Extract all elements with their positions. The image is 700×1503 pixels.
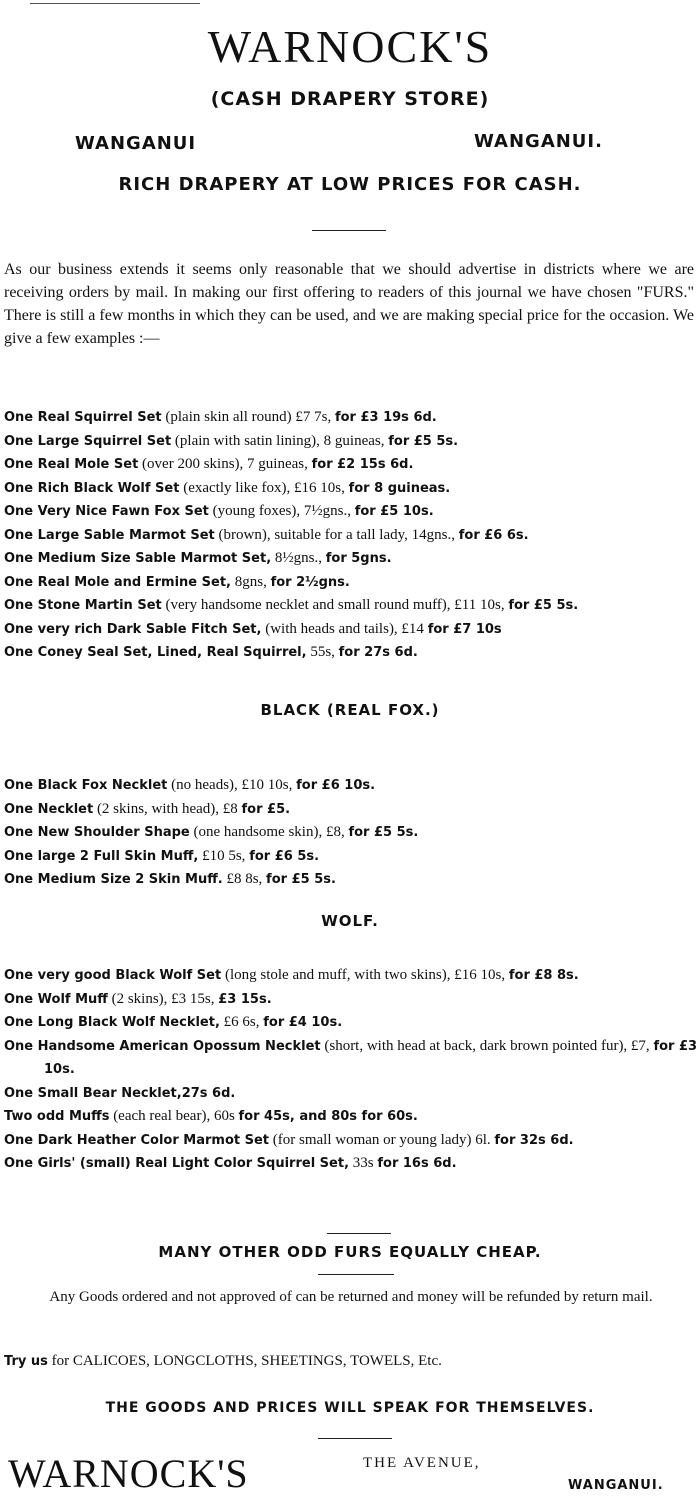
item-description: 55s, xyxy=(306,644,339,660)
section-rule xyxy=(327,1233,391,1234)
location-right: WANGANUI. xyxy=(474,131,603,152)
section-heading-fox: BLACK (REAL FOX.) xyxy=(260,701,440,719)
item-name: One Very Nice Fawn Fox Set xyxy=(4,504,209,519)
list-item xyxy=(4,524,698,548)
item-description: 33s xyxy=(349,1155,378,1171)
list-item xyxy=(4,1152,698,1176)
footer-city: WANGANUI. xyxy=(568,1478,664,1493)
item-price: for 2½gns. xyxy=(270,574,350,590)
item-name: One Wolf Muff xyxy=(4,991,108,1007)
item-name: Two odd Muffs xyxy=(4,1109,110,1124)
location-left: WANGANUI xyxy=(75,133,197,154)
list-item xyxy=(4,430,698,454)
item-description: (each real bear), 60s xyxy=(109,1108,239,1124)
item-price: for 16s 6d. xyxy=(377,1156,457,1171)
item-description: (2 skins), £3 15s, xyxy=(107,990,219,1007)
item-price: for £2 15s 6d. xyxy=(311,457,414,472)
store-title: WARNOCK'S xyxy=(207,21,493,72)
list-item xyxy=(4,500,698,524)
item-name: One Medium Size Sable Marmot Set, xyxy=(4,551,272,566)
item-price: for £7 10s xyxy=(427,621,502,637)
item-price: for £5 10s. xyxy=(354,504,434,519)
item-price: for £3 10s. xyxy=(44,1038,698,1077)
item-name: One Long Black Wolf Necklet, xyxy=(4,1015,220,1030)
item-description: (plain with satin lining), 8 guineas, xyxy=(171,432,389,449)
list-item xyxy=(4,1011,698,1035)
try-us-line xyxy=(4,1353,698,1370)
item-price: 27s 6d. xyxy=(181,1085,236,1101)
item-description: (plain skin all round) £7 7s, xyxy=(161,409,335,425)
item-description: £6 6s, xyxy=(219,1014,264,1030)
item-name: One very rich Dark Sable Fitch Set, xyxy=(4,621,262,637)
item-price: for £3 19s 6d. xyxy=(334,410,437,425)
item-name: One Small Bear Necklet, xyxy=(4,1085,182,1101)
item-price: £3 15s. xyxy=(218,991,272,1007)
item-name: One Black Fox Necklet xyxy=(4,778,168,793)
list-item xyxy=(4,641,698,665)
list-item xyxy=(4,453,698,477)
item-name: One large 2 Full Skin Muff, xyxy=(4,848,199,864)
list-item xyxy=(4,571,698,595)
list-item xyxy=(4,1082,698,1106)
closing-slogan: THE GOODS AND PRICES WILL SPEAK FOR THEMSELVES. xyxy=(105,1400,595,1416)
item-name: One very good Black Wolf Set xyxy=(4,968,222,983)
section-heading-wolf: WOLF. xyxy=(321,912,379,930)
list-item xyxy=(4,821,698,845)
tagline: RICH DRAPERY AT LOW PRICES FOR CASH. xyxy=(118,174,582,195)
list-item xyxy=(4,1035,698,1082)
list-item xyxy=(4,798,698,822)
item-name: One Rich Black Wolf Set xyxy=(4,480,180,496)
item-name: One Handsome American Opossum Necklet xyxy=(4,1038,321,1054)
item-name: One Necklet xyxy=(4,801,94,817)
list-item xyxy=(4,477,698,501)
item-name: One Real Squirrel Set xyxy=(4,410,162,425)
returns-note: Any Goods ordered and not approved of can be returned and money will be refunded by return mail. xyxy=(49,1289,653,1305)
item-price: for 45s, and 80s for 60s. xyxy=(238,1109,418,1124)
item-price: for 32s 6d. xyxy=(494,1132,574,1148)
item-description: (2 skins, with head), £8 xyxy=(93,800,242,817)
footer-address: THE AVENUE, xyxy=(363,1455,481,1471)
list-item xyxy=(4,618,698,642)
item-name: One Large Squirrel Set xyxy=(4,433,172,449)
item-price: for 8 guineas. xyxy=(348,480,451,496)
item-name: One Dark Heather Color Marmot Set xyxy=(4,1132,270,1148)
top-divider xyxy=(30,3,200,4)
furs-list xyxy=(4,406,698,665)
list-item xyxy=(4,774,698,798)
list-item xyxy=(4,845,698,869)
wolf-list xyxy=(4,964,698,1176)
item-name: One Real Mole Set xyxy=(4,457,139,472)
item-description: (exactly like fox), £16 10s, xyxy=(179,479,349,496)
item-price: for £6 6s. xyxy=(458,527,529,543)
item-description: (very handsome necklet and small round muff), £11 10s, xyxy=(161,597,509,613)
item-description: (over 200 skins), 7 guineas, xyxy=(138,456,312,472)
store-subtitle: (CASH DRAPERY STORE) xyxy=(210,88,490,110)
list-item xyxy=(4,988,698,1012)
item-price: for £6 10s. xyxy=(296,778,376,793)
item-description: (for small woman or young lady) 6l. xyxy=(269,1131,495,1148)
item-description: (no heads), £10 10s, xyxy=(167,777,297,793)
item-name: One Large Sable Marmot Set xyxy=(4,527,215,543)
item-description: (brown), suitable for a tall lady, 14gns., xyxy=(214,526,459,543)
item-name: One Real Mole and Ermine Set, xyxy=(4,574,231,590)
intro-paragraph: As our business extends it seems only reasonable that we should advertise in districts where we are receiving orders by mail. In making our first offering to readers of this journal we have chosen "FURS." There is still a few months in which they can be used, and we are making special price for the occasion. We give a few examples :— xyxy=(4,261,694,347)
many-other-notice: MANY OTHER ODD FURS EQUALLY CHEAP. xyxy=(158,1243,542,1261)
list-item xyxy=(4,547,698,571)
try-us-lead: Try us xyxy=(4,1354,48,1369)
item-description: (young foxes), 7½gns., xyxy=(208,503,355,519)
list-item xyxy=(4,406,698,430)
list-item xyxy=(4,868,698,892)
item-name: One Stone Martin Set xyxy=(4,598,162,613)
list-item xyxy=(4,594,698,618)
section-rule xyxy=(318,1274,394,1275)
footer-rule xyxy=(318,1438,392,1439)
item-name: One Coney Seal Set, Lined, Real Squirrel, xyxy=(4,645,307,660)
try-us-text: for CALICOES, LONGCLOTHS, SHEETINGS, TOWELS, Etc. xyxy=(47,1353,442,1369)
item-price: for £4 10s. xyxy=(263,1015,343,1030)
item-name: One New Shoulder Shape xyxy=(4,825,190,840)
item-description: (long stole and muff, with two skins), £16 10s, xyxy=(221,967,509,983)
item-description: £10 5s, xyxy=(198,847,250,864)
fox-list xyxy=(4,774,698,892)
header-rule xyxy=(312,230,386,231)
list-item xyxy=(4,964,698,988)
item-description: (one handsome skin), £8, xyxy=(189,824,349,840)
item-price: for 5gns. xyxy=(325,551,392,566)
footer-store-name: WARNOCK'S xyxy=(8,1451,249,1496)
item-description: 8gns, xyxy=(230,573,271,590)
item-name: One Girls' (small) Real Light Color Squirrel Set, xyxy=(4,1156,350,1171)
item-price: for £5 5s. xyxy=(508,598,579,613)
list-item xyxy=(4,1105,698,1129)
item-name: One Medium Size 2 Skin Muff. xyxy=(4,872,223,887)
item-description: 8½gns., xyxy=(271,550,326,566)
item-description: (with heads and tails), £14 xyxy=(261,620,428,637)
item-price: for £5 5s. xyxy=(388,433,459,449)
item-price: for £6 5s. xyxy=(249,848,320,864)
item-price: for £5. xyxy=(241,801,291,817)
item-description: (short, with head at back, dark brown pointed fur), £7, xyxy=(320,1037,654,1054)
item-description: £8 8s, xyxy=(222,871,267,887)
item-price: for £8 8s. xyxy=(508,968,579,983)
item-price: for £5 5s. xyxy=(348,825,419,840)
item-price: for 27s 6d. xyxy=(338,645,418,660)
list-item xyxy=(4,1129,698,1153)
item-price: for £5 5s. xyxy=(266,872,336,887)
